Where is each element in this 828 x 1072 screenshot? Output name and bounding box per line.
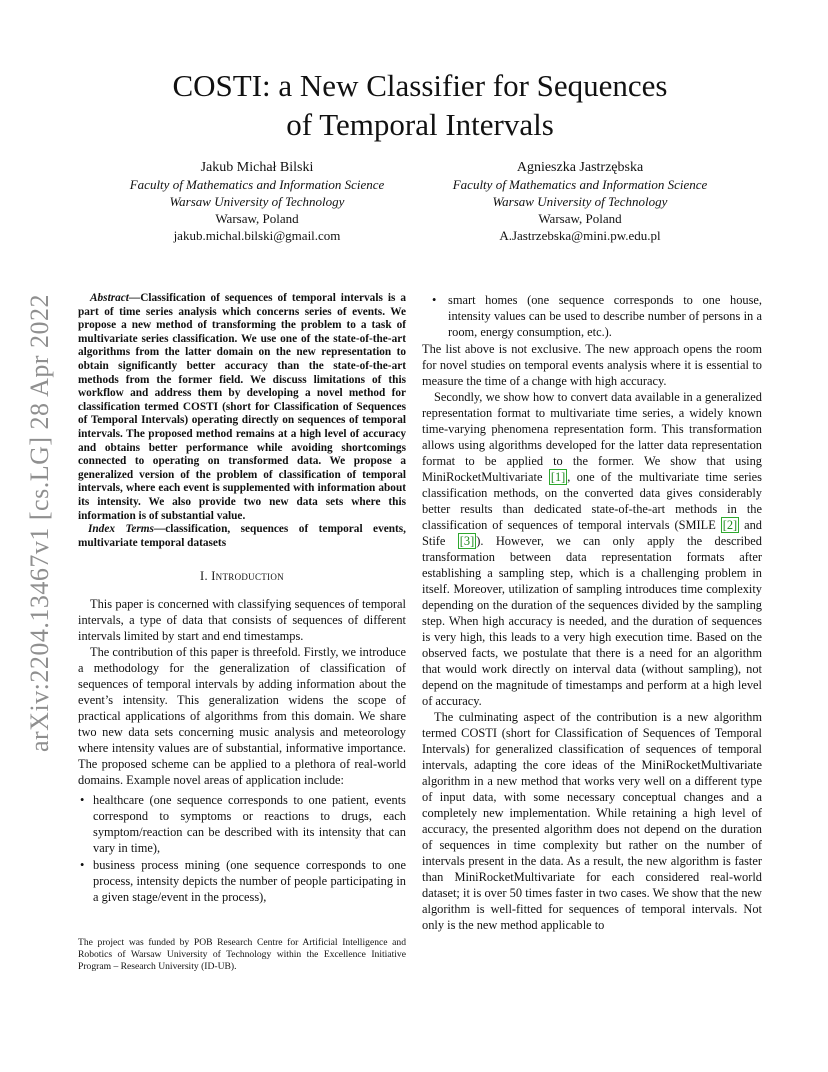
index-terms-text: —classification, sequences of temporal events, multivariate temporal datasets (78, 523, 406, 549)
title-line-2: of Temporal Intervals (286, 107, 554, 142)
index-terms (78, 523, 406, 550)
intro-paragraph-2: The contribution of this paper is threefold. Firstly, we introduce a methodology for the generalization of classification of sequences of temporal intervals by adding information about the event’s intensity. This generalization widens the scope of practical applications of algorithms from this domain. We share two new data sets concerning music analysis and meteorology where intensity values are of substantial, informative importance. The proposed scheme can be applied to a plethora of real-world domains. Example novel areas of application include: (78, 645, 406, 788)
left-column (78, 292, 406, 906)
citation-link[interactable]: [1] (550, 470, 566, 484)
author-email[interactable]: jakub.michal.bilski@gmail.com (173, 228, 341, 243)
author-name: Agnieszka Jastrzębska (516, 160, 644, 175)
author-institution: Warsaw University of Technology (169, 194, 345, 209)
citation-link[interactable]: [2] (722, 518, 738, 532)
author-city: Warsaw, Poland (215, 211, 299, 226)
title-line-1: COSTI: a New Classifier for Sequences (172, 68, 668, 103)
author-institution: Warsaw University of Technology (492, 194, 668, 209)
list-item: • smart homes (one sequence corresponds to one house, intensity values can be used to describe number of persons in a room, energy consumption, etc.). (448, 292, 762, 340)
application-list (78, 792, 406, 905)
paragraph-text: and Stife (422, 518, 762, 548)
author-city: Warsaw, Poland (538, 211, 622, 226)
arxiv-sidebar-stamp (22, 283, 58, 763)
list-item: • business process mining (one sequence corresponds to one process, intensity depicts the number of people participating in a given stage/event in the process), (93, 857, 406, 905)
abstract (78, 292, 406, 523)
paper-title (120, 66, 720, 144)
footnote: The project was funded by POB Research Centre for Artificial Intelligence and Robotics of Warsaw University of Technology within the Excellence Initiative Program – Research University (ID-UB). (78, 937, 406, 972)
right-column (422, 292, 762, 933)
abstract-text: —Classification of sequences of temporal intervals is a part of time series analysis which concerns series of events. We propose a new method of transforming the problem to a task of multivariate series classification. We use one of the state-of-the-art algorithms from the latter domain on the new representation to obtain significantly better accuracy than the state-of-the-art methods from the former field. We discuss limitations of this workflow and address them by developing a novel method for classification termed COSTI (short for Classification of Sequences of Temporal Intervals) operating directly on sequences of temporal intervals. The proposed method remains at a high level of accuracy and obtains better performance while avoiding shortcomings connected to operating on transformed data. We propose a generalized version of the problem of classification of temporal intervals, where each event is supplemented with information about its intensity. We also provide two new data sets where this information is of substantial value. (78, 292, 406, 522)
application-list-continued (422, 292, 762, 340)
paragraph-text: ). However, we can only apply the described transformation between data representation formats after establishing a sampling step, which is a challenging problem in itself. Moreover, utilization of sampling introduces time complexity depending on the duration of the sequences divided by the sampling step. When high accuracy is needed, and the duration of sequences is very high, this leads to a very high execution time. Based on the observed facts, we postulate that there is a need for an algorithm that would work directly on interval data (without sampling), not depend on the magnitude of timestamps and perform at a high level of accuracy. (422, 534, 763, 708)
author-affiliation: Faculty of Mathematics and Information Science (452, 177, 708, 192)
author-block-2 (415, 159, 745, 244)
intro-paragraph-4 (422, 389, 762, 709)
abstract-label: Abstract (90, 292, 129, 304)
citation-link[interactable]: [3] (459, 534, 475, 548)
paragraph-text: Secondly, we show how to convert data available in a generalized representation format to multivariate time series, a widely known time-varying phenomena representation form. This transformation allows using algorithms developed for the latter data representation format to be applied to the former. We show that using MiniRocketMultivariate (422, 390, 762, 484)
section-heading: I. Introduction (200, 569, 284, 584)
arxiv-id-text: arXiv:2204.13467v1 [cs.LG] 28 Apr 2022 (25, 293, 54, 753)
author-email[interactable]: A.Jastrzebska@mini.pw.edu.pl (499, 228, 661, 243)
index-terms-label: Index Terms (88, 523, 154, 536)
author-name: Jakub Michał Bilski (200, 160, 314, 175)
author-affiliation: Faculty of Mathematics and Information Science (129, 177, 385, 192)
list-item: • healthcare (one sequence corresponds to one patient, events correspond to symptoms or reactions to drugs, each symptom/reaction can be described with its intensity that can vary in time), (93, 792, 406, 856)
intro-paragraph-3: The list above is not exclusive. The new approach opens the room for novel studies on temporal events analysis where it is essential to measure the time of a change with high accuracy. (422, 342, 762, 388)
author-block-1 (92, 159, 422, 244)
intro-paragraph-1: This paper is concerned with classifying sequences of temporal intervals, a type of data that consists of sequences of different intervals limited by start and end timestamps. (78, 597, 406, 644)
intro-paragraph-5: The culminating aspect of the contribution is a new algorithm termed COSTI (short for Classification of Sequences of Temporal Intervals) for generalized classification of sequences of temporal intervals, adapting the core ideas of the MiniRocketMultivariate algorithm in a new method that works very well on a different type of input data, with some necessary conceptual changes and a completely new implementation. While retaining a high level of accuracy, the presented algorithm does not depend on the duration of sequences in time complexity but rather on the number of intervals present in the data. As a result, the new algorithm is faster than MiniRocketMultivariate for each considered real-world dataset; it is over 50 times faster in two cases. We show that the new algorithm is well-fitted for sequences of temporal intervals. Not only is the new method applicable to (422, 710, 762, 932)
paragraph-text: , one of the multivariate time series classification methods, on the converted data gives considerably better results than dedicated state-of-the-art methods in the classification of sequences of temporal intervals (SMILE (422, 470, 762, 532)
